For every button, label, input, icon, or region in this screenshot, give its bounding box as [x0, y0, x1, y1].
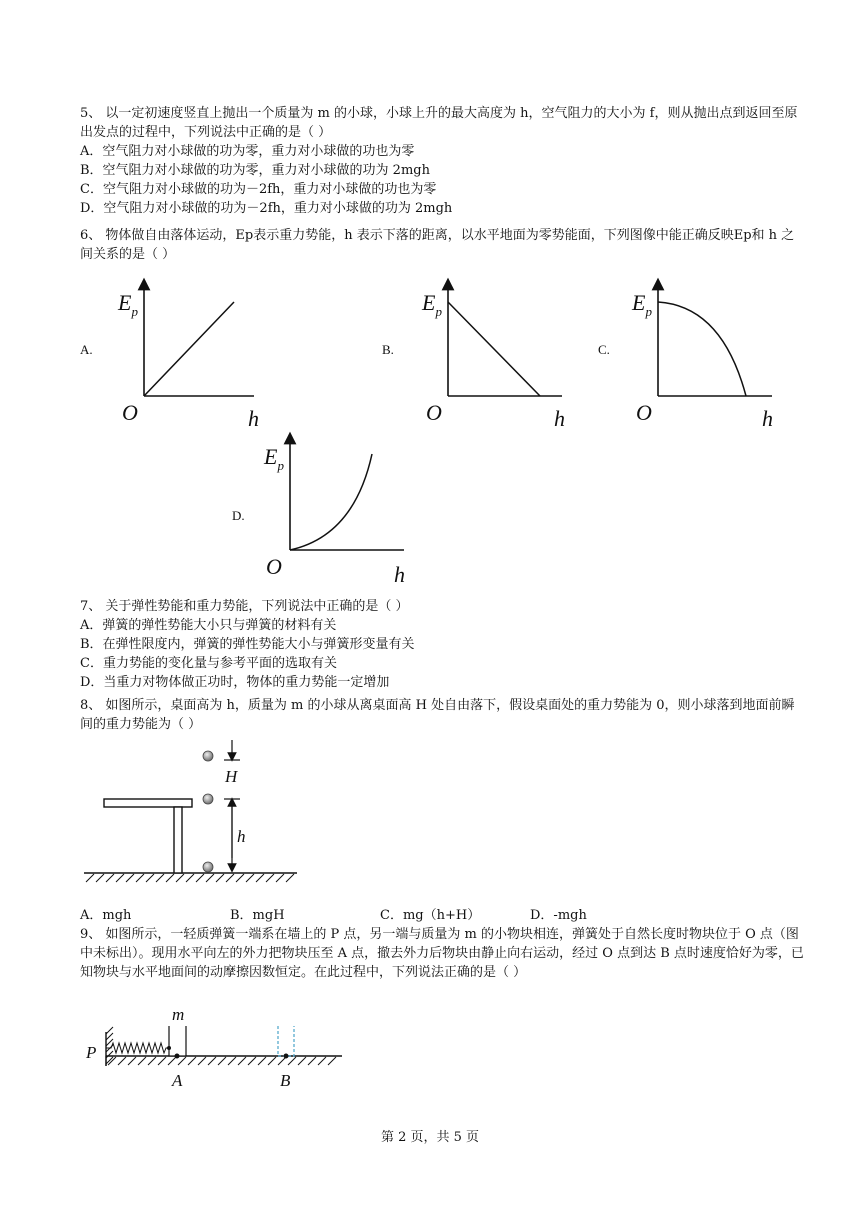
page-footer: 第 2 页，共 5 页 — [380, 1130, 480, 1145]
question-7-option-d: D．当重力对物体做正功时，物体的重力势能一定增加 — [80, 675, 390, 690]
graph-a-label: A. — [80, 342, 93, 357]
label-small-h: h — [237, 827, 246, 846]
graph-a-h-label: h — [248, 406, 259, 431]
label-p: P — [86, 1043, 97, 1062]
graph-d-origin: O — [266, 554, 282, 579]
question-7-option-b: B．在弹性限度内，弹簧的弹性势能大小与弹簧形变量有关 — [80, 637, 415, 652]
question-7-option-c: C．重力势能的变化量与参考平面的选取有关 — [80, 656, 337, 671]
graph-d — [254, 430, 424, 590]
graph-c — [622, 276, 792, 436]
graph-b-h-label: h — [554, 406, 565, 431]
graph-a — [108, 276, 268, 436]
label-big-h: H — [225, 767, 238, 786]
question-8-option-c: C．mg（h+H） — [380, 908, 481, 923]
label-b: B — [280, 1071, 291, 1090]
question-6-stem: 6、 物体做自由落体运动，Ep表示重力势能，h 表示下落的距离，以水平地面为零势能面，下列图像中能正确反映Ep和 h 之间关系的是（ ） — [80, 228, 795, 262]
question-5-option-d: D．空气阻力对小球做的功为－2fh，重力对小球做的功为 2mgh — [80, 201, 453, 216]
question-7-stem: 7、 关于弹性势能和重力势能，下列说法中正确的是（ ） — [80, 599, 409, 614]
graph-a-ep-label: $E_p$ — [118, 290, 138, 319]
graph-b-origin: O — [426, 400, 442, 425]
question-5 — [80, 104, 805, 218]
question-7-option-a: A．弹簧的弹性势能大小只与弹簧的材料有关 — [80, 618, 337, 633]
question-8-stem: 8、 如图所示，桌面高为 h，质量为 m 的小球从离桌面高 H 处自由落下，假设桌面处的重力势能为 0，则小球落到地面前瞬间的重力势能为（ ） — [80, 698, 795, 732]
question-8 — [80, 696, 805, 734]
question-5-stem: 5、 以一定初速度竖直上抛出一个质量为 m 的小球，小球上升的最大高度为 h，空气阻力的大小为 f，则从抛出点到返回至原出发点的过程中，下列说法中正确的是（ ） — [80, 106, 798, 140]
table-ball-figure — [82, 738, 302, 888]
graph-d-ep-label: $E_p$ — [264, 444, 284, 473]
question-9-stem: 9、 如图所示，一轻质弹簧一端系在墙上的 P 点，另一端与质量为 m 的小物块相连，弹簧处于自然长度时物块位于 O 点（图中未标出）。现用水平向左的外力把物块压至 A 点，撤去外力后物块由静止向右运动，经过 O 点到达 B 点时速度恰好为零，已知物块与水平地面间的动摩擦因数恒定。在此过程中，下列说法正确的是（ ） — [80, 927, 804, 980]
question-8-option-d: D．-mgh — [530, 908, 587, 923]
graph-b-ep-label: $E_p$ — [422, 290, 442, 319]
graph-c-h-label: h — [762, 406, 773, 431]
label-a: A — [172, 1071, 183, 1090]
question-8-option-b: B．mgH — [230, 908, 285, 923]
graph-a-origin: O — [122, 400, 138, 425]
question-7 — [80, 597, 805, 692]
graph-c-label: C. — [598, 342, 610, 357]
question-6 — [80, 226, 805, 264]
graph-c-origin: O — [636, 400, 652, 425]
graph-b — [412, 276, 582, 436]
question-9 — [80, 925, 805, 982]
graph-c-ep-label: $E_p$ — [632, 290, 652, 319]
graph-b-label: B. — [382, 342, 394, 357]
graph-d-h-label: h — [394, 562, 405, 587]
question-5-option-c: C．空气阻力对小球做的功为－2fh，重力对小球做的功也为零 — [80, 182, 437, 197]
question-5-option-b: B．空气阻力对小球做的功为零，重力对小球做的功为 2mgh — [80, 163, 430, 178]
spring-block-figure — [80, 1026, 350, 1100]
question-5-option-a: A．空气阻力对小球做的功为零，重力对小球做的功也为零 — [80, 144, 415, 159]
graph-d-label: D. — [232, 508, 245, 523]
question-8-option-a: A．mgh — [80, 908, 132, 923]
label-m: m — [172, 1005, 185, 1024]
